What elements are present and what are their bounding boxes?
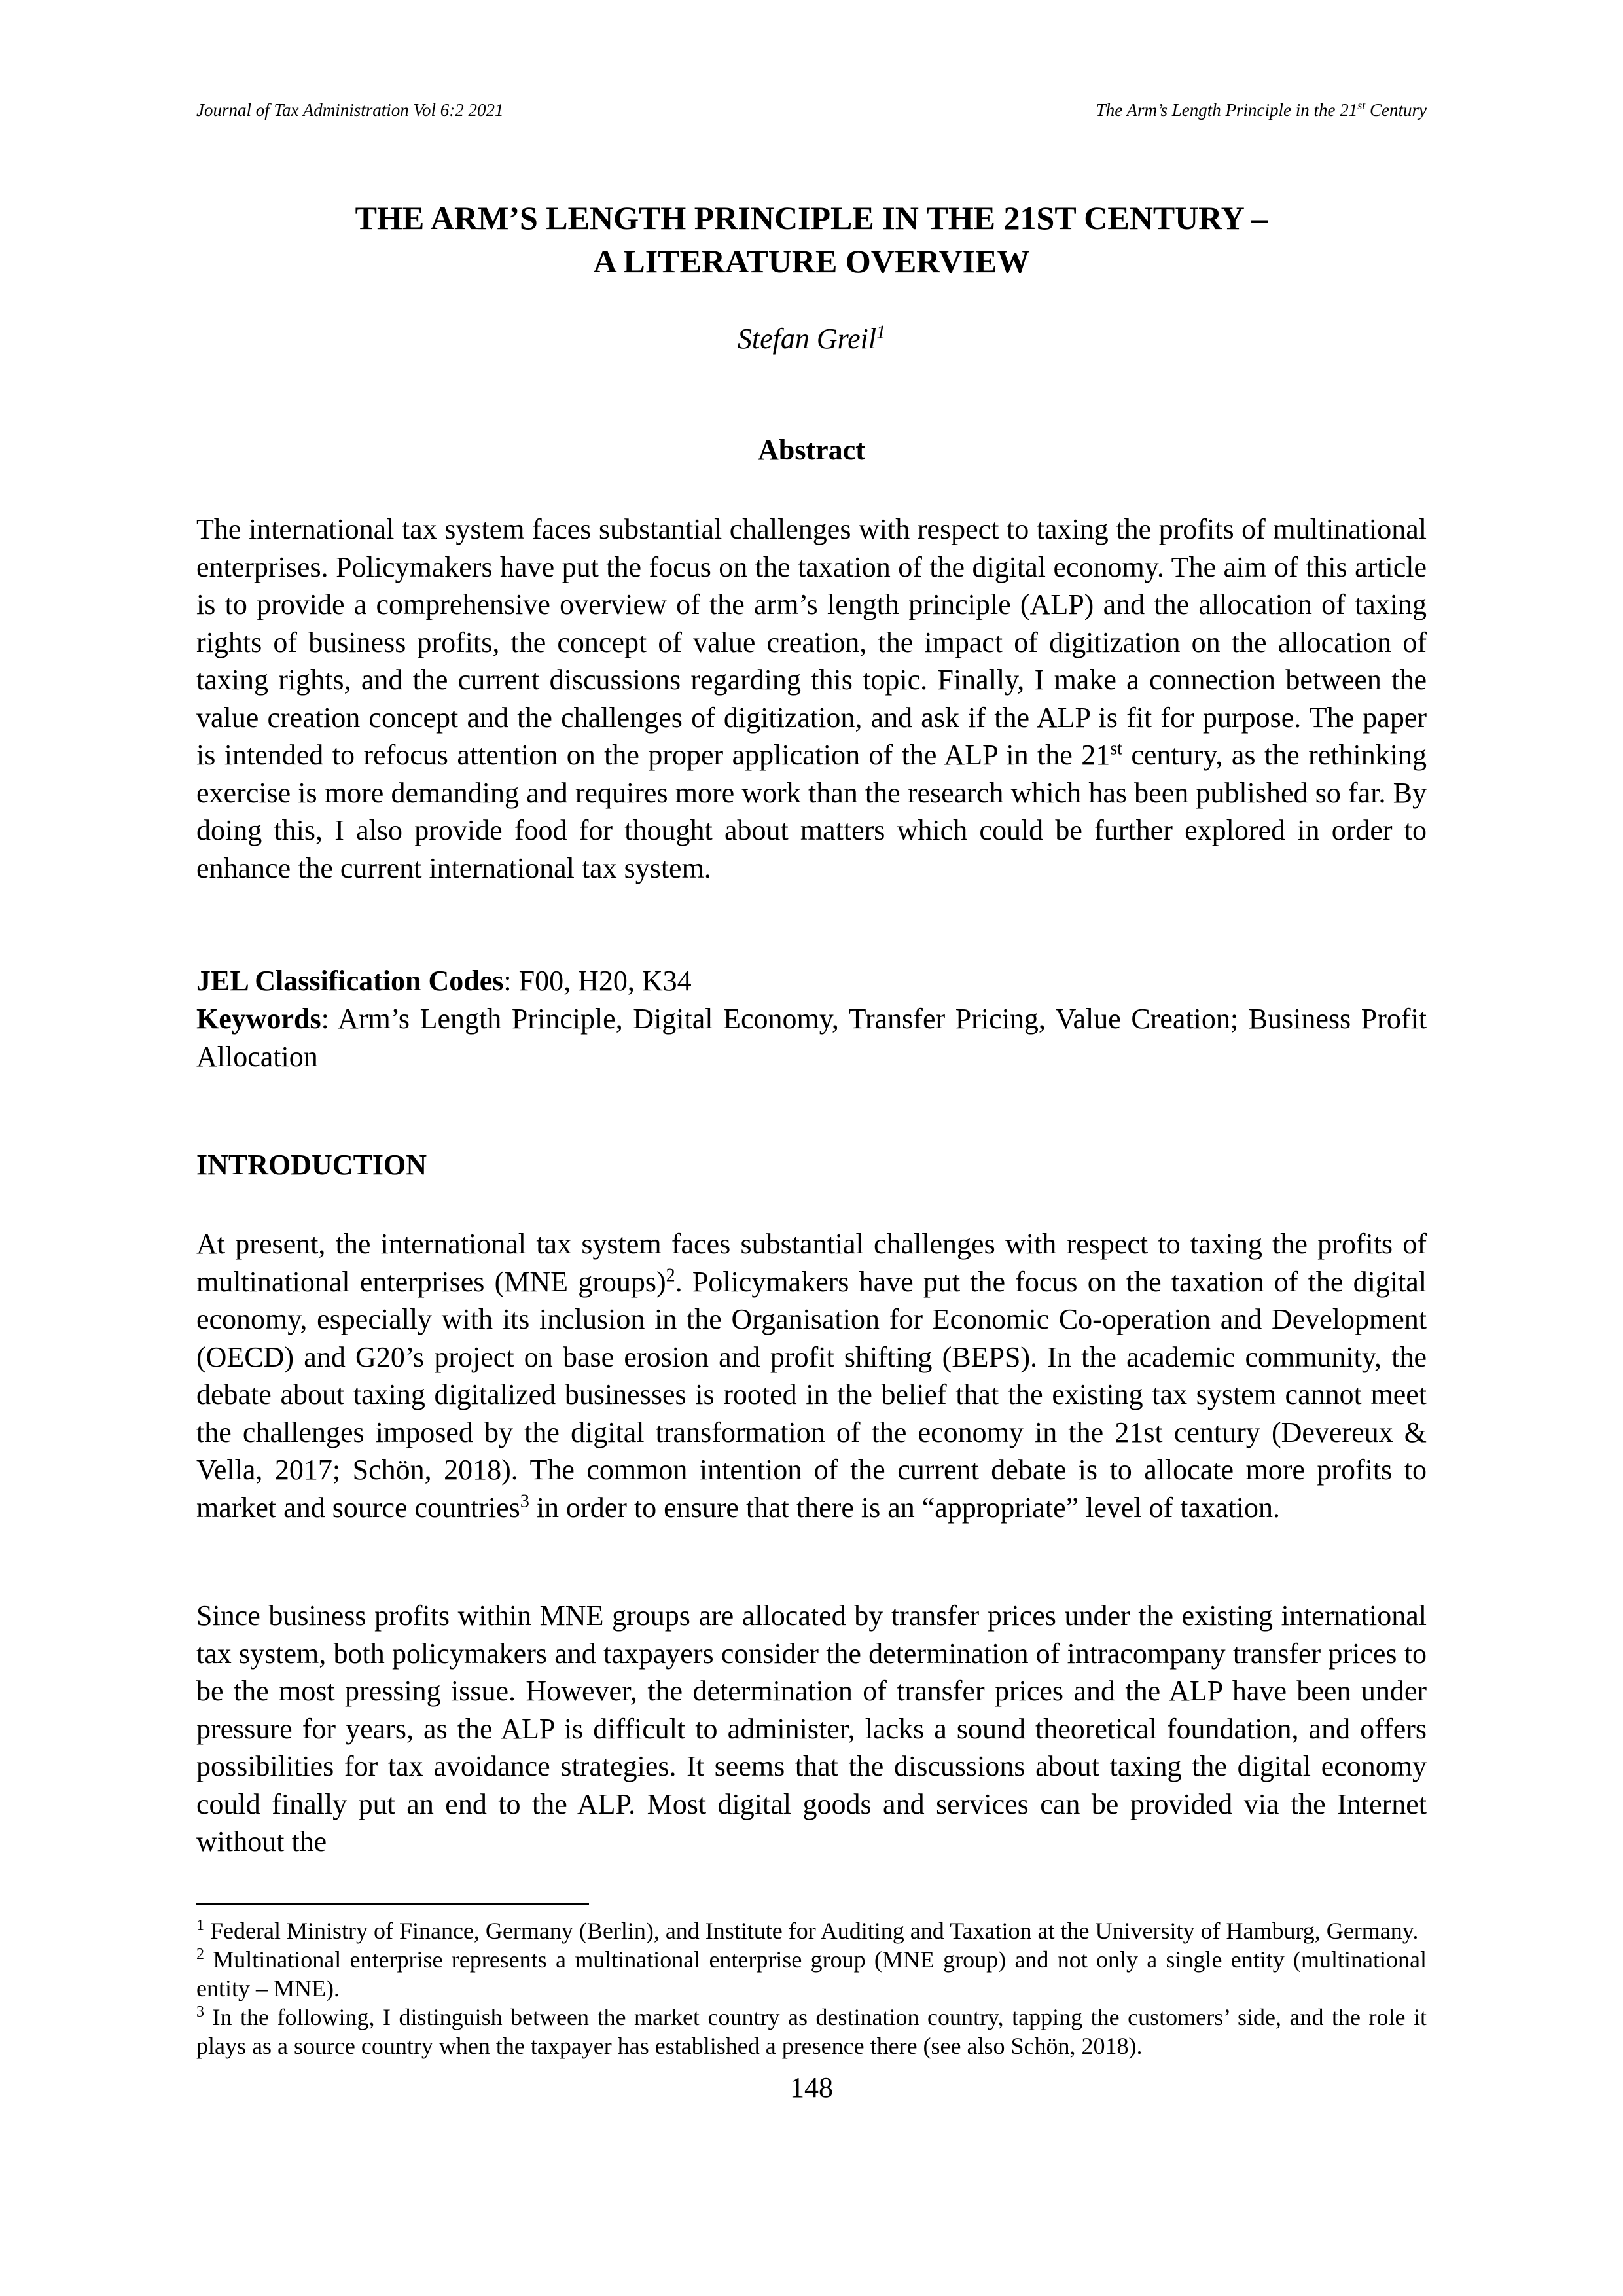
journal-citation: Journal of Tax Administration Vol 6:2 2021 [196,100,504,120]
footnote-2 [196,1945,1427,2003]
footnotes [196,1916,1427,2060]
intro-p1-part-a: At present, the international tax system faces substantial challenges with respect to taxing the profits of multinational enterprises (MNE groups) [196,1228,1427,1298]
section-heading-introduction: INTRODUCTION [196,1149,427,1181]
introduction-paragraph-1 [196,1225,1427,1526]
footnote-3 [196,2003,1427,2060]
jel-value: : F00, H20, K34 [503,965,692,997]
footnote-text: Multinational enterprise represents a multinational enterprise group (MNE group) and not only a single entity (multinational entity – MNE). [196,1946,1427,2001]
author-footnote-mark: 1 [876,322,886,343]
author-name: Stefan Greil [737,323,877,355]
short-title-tail: Century [1365,100,1427,120]
abstract-text-part-2: century, as the rethinking exercise is more demanding and requires more work than the research which has been published so far. By doing this, I also provide food for thought about matters which could be further explored in order to enhance the current international tax system. [196,739,1427,884]
keywords [196,1000,1427,1075]
footnote-text: Federal Ministry of Finance, Germany (Berlin), and Institute for Auditing and Taxation at the University of Hamburg, Germany. [204,1918,1419,1944]
abstract-heading: Abstract [758,434,865,466]
article-title-line-2: A LITERATURE OVERVIEW [593,243,1030,279]
intro-p1-part-b: . Policymakers have put the focus on the taxation of the digital economy, especially with its inclusion in the Organisation for Economic Co-operation and Development (OECD) and G20’s project on base erosion and profit shifting (BEPS). In the academic community, the debate about taxing digitalized businesses is rooted in the belief that the existing tax system cannot meet the challenges imposed by the digital transformation of the economy in the 21st century (Devereux & Vella, 2017; Schön, 2018). The common intention of the current debate is to allocate more profits to market and source countries [196,1265,1427,1524]
abstract-text [196,511,1427,887]
footnote-1 [196,1916,1427,1945]
keywords-value: : Arm’s Length Principle, Digital Economy, Transfer Pricing, Value Creation; Business Profit Allocation [196,1003,1427,1073]
footnote-mark: 3 [196,2003,204,2020]
jel-codes [196,962,1427,1000]
page-number: 148 [790,2072,833,2104]
abstract-superscript: st [1110,738,1122,759]
short-title [1096,98,1427,122]
author-byline [196,321,1427,357]
article-title [196,196,1427,283]
footnote-mark: 2 [196,1946,204,1963]
footnote-mark: 1 [196,1917,204,1934]
footnote-separator [196,1903,589,1905]
intro-p1-part-c: in order to ensure that there is an “appropriate” level of taxation. [529,1491,1281,1524]
keywords-label: Keywords [196,1003,321,1035]
footnote-ref-2: 2 [666,1265,675,1285]
abstract-text-part-1: The international tax system faces substantial challenges with respect to taxing the profits of multinational enterprises. Policymakers have put the focus on the taxation of the digital economy. The aim of this article is to provide a comprehensive overview of the arm’s length principle (ALP) and the allocation of taxing rights of business profits, the concept of value creation, the impact of digitization on the allocation of taxing rights, and the current discussions regarding this topic. Finally, I make a connection between the value creation concept and the challenges of digitization, and ask if the ALP is fit for purpose. The paper is intended to refocus attention on the proper application of the ALP in the 21 [196,513,1427,771]
short-title-main: The Arm’s Length Principle in the 21 [1096,100,1358,120]
footnote-text: In the following, I distinguish between the market country as destination country, tapping the customers’ side, and the role it plays as a source country when the taxpayer has established a presence there (see also Schön, 2018). [196,2004,1427,2059]
footnote-ref-3: 3 [520,1490,529,1511]
short-title-superscript: st [1357,99,1366,112]
introduction-paragraph-2: Since business profits within MNE groups are allocated by transfer prices under the existing international tax system, both policymakers and taxpayers consider the determination of intracompany transfer prices to be the most pressing issue. However, the determination of transfer prices and the ALP have been under pressure for years, as the ALP is difficult to administer, lacks a sound theoretical foundation, and offers possibilities for tax avoidance strategies. It seems that the discussions about taxing the digital economy could finally put an end to the ALP. Most digital goods and services can be provided via the Internet without the [196,1600,1427,1857]
jel-label: JEL Classification Codes [196,965,504,997]
article-title-line-1: THE ARM’S LENGTH PRINCIPLE IN THE 21ST CENTURY – [355,200,1268,236]
